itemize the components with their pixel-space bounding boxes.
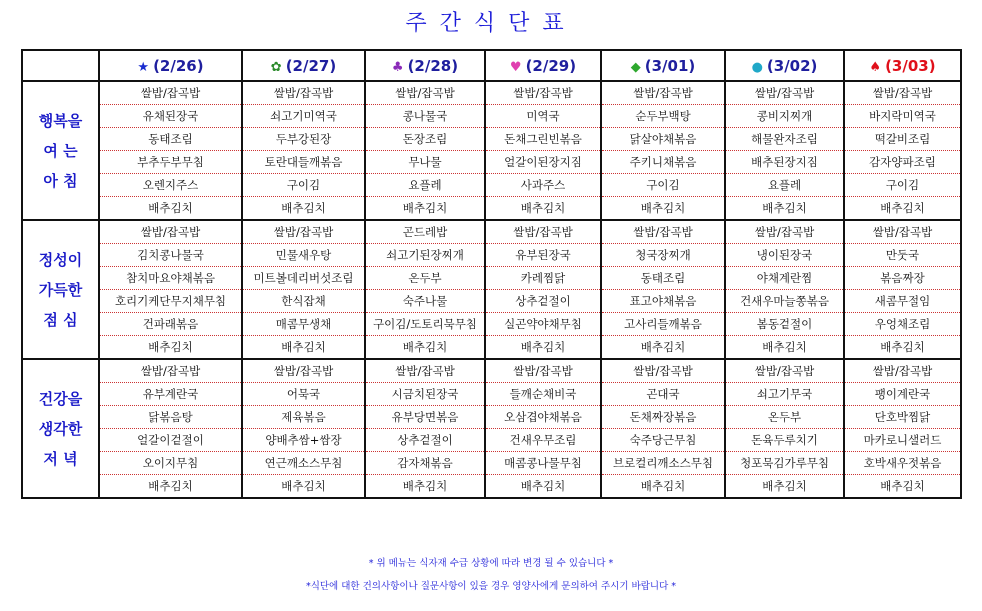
day-header xyxy=(99,50,242,81)
menu-row xyxy=(22,452,961,475)
menu-item: 쌀밥/잡곡밥 xyxy=(601,220,725,244)
menu-item: 구이김 xyxy=(601,174,725,197)
meal-label xyxy=(22,220,99,359)
meal-label-line: 점 심 xyxy=(43,310,78,329)
menu-item: 배추김치 xyxy=(242,197,365,221)
meal-label-line: 가득한 xyxy=(38,280,83,299)
meal-label-line: 생각한 xyxy=(38,419,83,438)
menu-item: 두부강된장 xyxy=(242,128,365,151)
menu-item: 떡갈비조림 xyxy=(844,128,961,151)
menu-item: 배추김치 xyxy=(99,336,242,360)
menu-item: 표고야채볶음 xyxy=(601,290,725,313)
menu-item: 쌀밥/잡곡밥 xyxy=(725,220,844,244)
menu-item: 매콤무생채 xyxy=(242,313,365,336)
menu-item: 숙주당근무침 xyxy=(601,429,725,452)
meal-label-line: 아 침 xyxy=(43,171,78,190)
menu-item: 매콤콩나물무침 xyxy=(485,452,601,475)
menu-item: 구이김 xyxy=(242,174,365,197)
menu-item: 온두부 xyxy=(365,267,485,290)
menu-item: 요플레 xyxy=(365,174,485,197)
menu-item: 유채된장국 xyxy=(99,105,242,128)
menu-item: 쌀밥/잡곡밥 xyxy=(365,359,485,383)
menu-item: 닭살야채볶음 xyxy=(601,128,725,151)
menu-item: 구이김 xyxy=(844,174,961,197)
menu-item: 쇠고기무국 xyxy=(725,383,844,406)
menu-item: 돈장조림 xyxy=(365,128,485,151)
meal-label xyxy=(22,81,99,220)
meal-label-line: 여 는 xyxy=(43,141,78,160)
menu-item: 배추김치 xyxy=(844,475,961,499)
day-header xyxy=(601,50,725,81)
menu-row xyxy=(22,290,961,313)
day-date: (3/01) xyxy=(644,56,696,75)
menu-item: 쇠고기된장찌개 xyxy=(365,244,485,267)
menu-item: 민물새우탕 xyxy=(242,244,365,267)
menu-item: 쌀밥/잡곡밥 xyxy=(242,359,365,383)
menu-item: 닭볶음탕 xyxy=(99,406,242,429)
meal-label-line: 행복을 xyxy=(38,111,83,130)
menu-row xyxy=(22,359,961,383)
menu-item: 쌀밥/잡곡밥 xyxy=(485,81,601,105)
menu-item: 배추김치 xyxy=(725,475,844,499)
menu-item: 배추김치 xyxy=(242,475,365,499)
menu-item: 배추김치 xyxy=(725,197,844,221)
menu-item: 쌀밥/잡곡밥 xyxy=(485,220,601,244)
menu-item: 감자양파조림 xyxy=(844,151,961,174)
day-icon: ♥ xyxy=(509,59,522,75)
menu-item: 시금치된장국 xyxy=(365,383,485,406)
meal-label-line: 저 녁 xyxy=(43,449,78,468)
menu-item: 제육볶음 xyxy=(242,406,365,429)
menu-item: 구이김/도토리묵무침 xyxy=(365,313,485,336)
menu-row xyxy=(22,151,961,174)
menu-item: 쇠고기미역국 xyxy=(242,105,365,128)
menu-item: 만둣국 xyxy=(844,244,961,267)
menu-row xyxy=(22,429,961,452)
menu-item: 사과주스 xyxy=(485,174,601,197)
menu-item: 쌀밥/잡곡밥 xyxy=(99,220,242,244)
menu-item: 오렌지주스 xyxy=(99,174,242,197)
menu-item: 고사리들깨볶음 xyxy=(601,313,725,336)
menu-item: 배추김치 xyxy=(844,197,961,221)
menu-item: 배추김치 xyxy=(242,336,365,360)
menu-item: 쌀밥/잡곡밥 xyxy=(242,220,365,244)
menu-item: 어묵국 xyxy=(242,383,365,406)
menu-item: 배추김치 xyxy=(601,475,725,499)
menu-item: 청국장찌개 xyxy=(601,244,725,267)
menu-item: 쌀밥/잡곡밥 xyxy=(844,81,961,105)
day-header xyxy=(365,50,485,81)
menu-item: 무나물 xyxy=(365,151,485,174)
menu-item: 팽이계란국 xyxy=(844,383,961,406)
meal-label-line: 건강을 xyxy=(38,389,83,408)
menu-item: 들깨순채비국 xyxy=(485,383,601,406)
menu-row xyxy=(22,406,961,429)
menu-item: 감자채볶음 xyxy=(365,452,485,475)
menu-row xyxy=(22,128,961,151)
menu-item: 토란대들깨볶음 xyxy=(242,151,365,174)
day-date: (3/02) xyxy=(766,56,818,75)
menu-item: 순두부백탕 xyxy=(601,105,725,128)
menu-item: 쌀밥/잡곡밥 xyxy=(242,81,365,105)
menu-item: 배추김치 xyxy=(365,197,485,221)
day-date: (3/03) xyxy=(885,56,936,75)
menu-item: 배추김치 xyxy=(485,336,601,360)
menu-item: 오삼겹야채볶음 xyxy=(485,406,601,429)
menu-item: 야채계란찜 xyxy=(725,267,844,290)
menu-item: 얼갈이겉절이 xyxy=(99,429,242,452)
menu-item: 한식잡채 xyxy=(242,290,365,313)
menu-item: 해물완자조림 xyxy=(725,128,844,151)
menu-row xyxy=(22,313,961,336)
menu-item: 카레찜닭 xyxy=(485,267,601,290)
menu-item: 쌀밥/잡곡밥 xyxy=(99,359,242,383)
menu-item: 배추김치 xyxy=(601,336,725,360)
day-header xyxy=(725,50,844,81)
menu-item: 온두부 xyxy=(725,406,844,429)
menu-item: 오이지무침 xyxy=(99,452,242,475)
day-icon: ♠ xyxy=(869,59,882,75)
menu-item: 배추김치 xyxy=(99,197,242,221)
menu-item: 우엉채조림 xyxy=(844,313,961,336)
menu-item: 배추김치 xyxy=(485,475,601,499)
meal-label-line: 정성이 xyxy=(38,250,83,269)
menu-item: 배추김치 xyxy=(485,197,601,221)
menu-item: 쌀밥/잡곡밥 xyxy=(99,81,242,105)
menu-item: 쌀밥/잡곡밥 xyxy=(725,81,844,105)
menu-item: 미역국 xyxy=(485,105,601,128)
menu-row xyxy=(22,383,961,406)
menu-item: 호리기케단무지채무침 xyxy=(99,290,242,313)
menu-item: 배추김치 xyxy=(365,336,485,360)
menu-item: 쌀밥/잡곡밥 xyxy=(365,81,485,105)
menu-row xyxy=(22,336,961,360)
menu-item: 건파래볶음 xyxy=(99,313,242,336)
menu-item: 배추김치 xyxy=(725,336,844,360)
day-header xyxy=(242,50,365,81)
menu-item: 냉이된장국 xyxy=(725,244,844,267)
menu-item: 봄동겉절이 xyxy=(725,313,844,336)
menu-row xyxy=(22,267,961,290)
menu-item: 김치콩나물국 xyxy=(99,244,242,267)
menu-item: 청포묵김가루무침 xyxy=(725,452,844,475)
page-title: 주간식단표 xyxy=(405,11,577,36)
menu-item: 참치마요야채볶음 xyxy=(99,267,242,290)
menu-item: 곤대국 xyxy=(601,383,725,406)
header-row xyxy=(22,50,961,81)
menu-item: 쌀밥/잡곡밥 xyxy=(844,359,961,383)
menu-item: 볶음짜장 xyxy=(844,267,961,290)
menu-row xyxy=(22,197,961,221)
menu-row xyxy=(22,81,961,105)
day-header xyxy=(844,50,961,81)
menu-item: 유부계란국 xyxy=(99,383,242,406)
day-icon: ✿ xyxy=(270,59,282,75)
menu-item: 배추김치 xyxy=(844,336,961,360)
menu-item: 배추김치 xyxy=(365,475,485,499)
menu-item: 돈채그린빈볶음 xyxy=(485,128,601,151)
menu-row xyxy=(22,220,961,244)
menu-item: 쌀밥/잡곡밥 xyxy=(485,359,601,383)
menu-item: 배추된장지짐 xyxy=(725,151,844,174)
menu-item: 새콤무절임 xyxy=(844,290,961,313)
menu-item: 주키니채볶음 xyxy=(601,151,725,174)
menu-item: 돈채짜장볶음 xyxy=(601,406,725,429)
day-date: (2/28) xyxy=(407,56,459,75)
menu-row xyxy=(22,475,961,499)
menu-item: 부추두부무침 xyxy=(99,151,242,174)
day-icon: ★ xyxy=(137,59,150,75)
day-date: (2/29) xyxy=(525,56,577,75)
menu-item: 동태조림 xyxy=(99,128,242,151)
menu-row xyxy=(22,244,961,267)
menu-item: 건새우마늘쫑볶음 xyxy=(725,290,844,313)
menu-item: 상추겉절이 xyxy=(365,429,485,452)
note-contact: *식단에 대한 건의사항이나 질문사항이 있을 경우 영양사에게 문의하여 주시기 바랍니다 * xyxy=(305,581,677,592)
menu-item: 바지락미역국 xyxy=(844,105,961,128)
menu-item: 연근깨소스무침 xyxy=(242,452,365,475)
day-date: (2/27) xyxy=(285,56,337,75)
menu-item: 요플레 xyxy=(725,174,844,197)
meal-label xyxy=(22,359,99,498)
day-icon: ♣ xyxy=(391,59,404,75)
menu-item: 쌀밥/잡곡밥 xyxy=(601,81,725,105)
corner-cell xyxy=(22,50,99,81)
menu-item: 배추김치 xyxy=(601,197,725,221)
menu-row xyxy=(22,174,961,197)
menu-item: 유부된장국 xyxy=(485,244,601,267)
menu-item: 배추김치 xyxy=(99,475,242,499)
day-icon: ● xyxy=(751,59,763,75)
menu-item: 콩비지찌개 xyxy=(725,105,844,128)
menu-item: 쌀밥/잡곡밥 xyxy=(601,359,725,383)
menu-item: 호박새우젓볶음 xyxy=(844,452,961,475)
menu-item: 숙주나물 xyxy=(365,290,485,313)
menu-item: 동태조림 xyxy=(601,267,725,290)
menu-item: 쌀밥/잡곡밥 xyxy=(725,359,844,383)
menu-item: 상추겉절이 xyxy=(485,290,601,313)
weekly-menu-table xyxy=(21,49,962,499)
menu-item: 콩나물국 xyxy=(365,105,485,128)
menu-item: 단호박찜닭 xyxy=(844,406,961,429)
day-date: (2/26) xyxy=(153,56,204,75)
menu-row xyxy=(22,105,961,128)
menu-item: 양배추쌈+쌈장 xyxy=(242,429,365,452)
menu-item: 마카로니샐러드 xyxy=(844,429,961,452)
menu-item: 건새우무조림 xyxy=(485,429,601,452)
menu-item: 브로컬리깨소스무침 xyxy=(601,452,725,475)
menu-item: 쌀밥/잡곡밥 xyxy=(844,220,961,244)
day-icon: ◆ xyxy=(630,59,641,75)
menu-item: 얼갈이된장지짐 xyxy=(485,151,601,174)
menu-item: 돈육두루치기 xyxy=(725,429,844,452)
menu-item: 유부당면볶음 xyxy=(365,406,485,429)
menu-item: 실곤약야채무침 xyxy=(485,313,601,336)
note-supply: * 위 메뉴는 식자재 수급 상황에 따라 변경 될 수 있습니다 * xyxy=(368,558,614,569)
menu-item: 곤드레밥 xyxy=(365,220,485,244)
menu-item: 미트볼데리버섯조림 xyxy=(242,267,365,290)
day-header xyxy=(485,50,601,81)
